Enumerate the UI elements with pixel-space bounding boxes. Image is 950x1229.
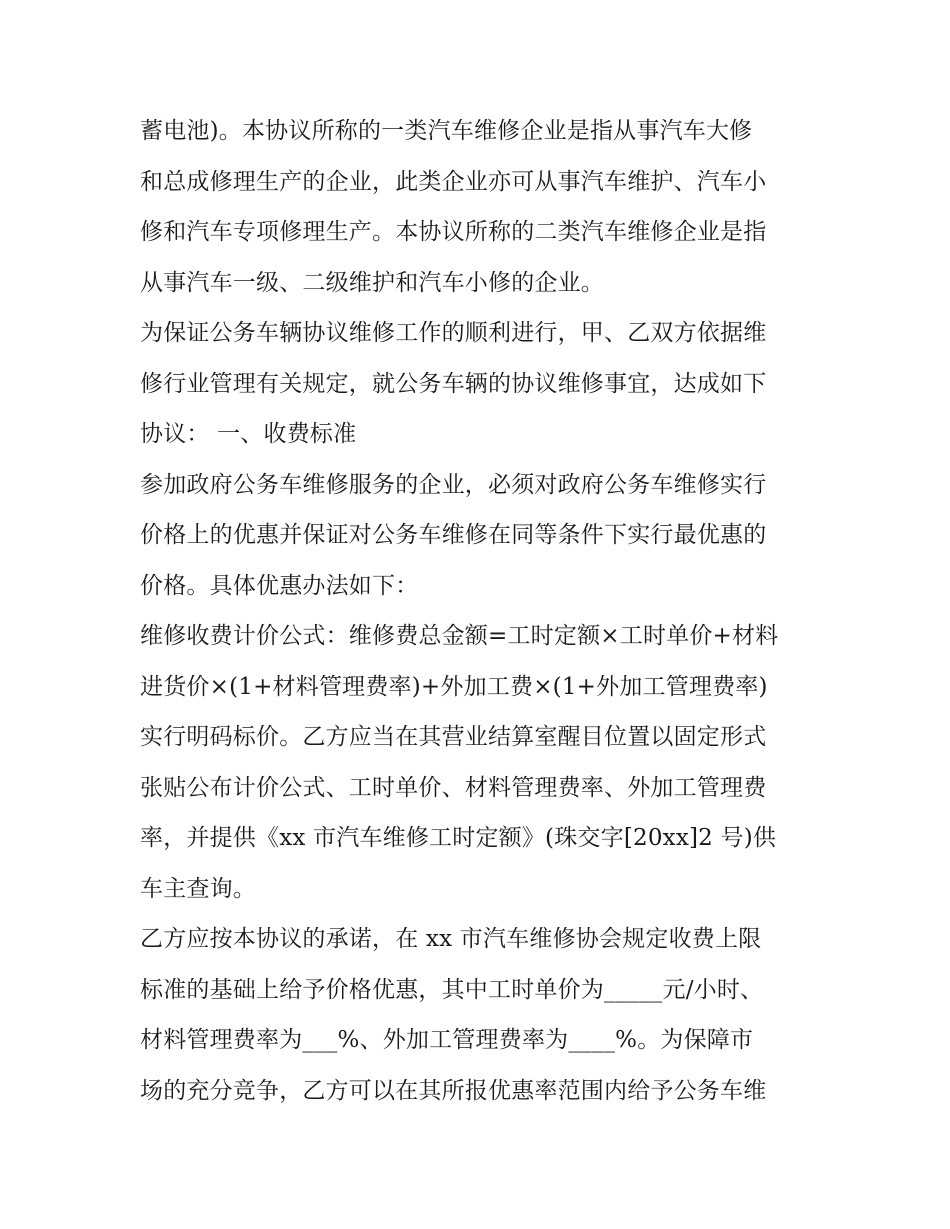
- text-line: 率，并提供《xx 市汽车维修工时定额》(珠交字[20xx]2 号)供: [140, 825, 777, 851]
- text-line: 场的充分竞争，乙方可以在其所报优惠率范围内给予公务车维: [140, 1077, 767, 1104]
- text-line: 修和汽车专项修理生产。本协议所称的二类汽车维修企业是指: [140, 219, 767, 245]
- text-line: 蓄电池)。本协议所称的一类汽车维修企业是指从事汽车大修: [140, 118, 753, 144]
- text-line: 张贴公布计价公式、工时单价、材料管理费率、外加工管理费: [140, 774, 767, 801]
- text-line: 材料管理费率为___%、外加工管理费率为____%。为保障市: [140, 1027, 754, 1053]
- text-line: 实行明码标价。乙方应当在其营业结算室醒目位置以固定形式: [140, 724, 767, 750]
- text-line: 修行业管理有关规定，就公务车辆的协议维修事宜，达成如下: [140, 370, 767, 397]
- text-line: 价格。具体优惠办法如下：: [140, 572, 419, 599]
- text-line: 进货价×(1+材料管理费率)+外加工费×(1+外加工管理费率): [140, 673, 768, 700]
- text-line: 车主查询。: [140, 875, 256, 902]
- text-line: 维修收费计价公式：维修费总金额=工时定额×工时单价+材料: [140, 623, 779, 649]
- text-line: 从事汽车一级、二级维护和汽车小修的企业。: [140, 269, 604, 296]
- text-line: 标准的基础上给予价格优惠，其中工时单价为_____元/小时、: [140, 976, 764, 1003]
- text-line: 和总成修理生产的企业，此类企业亦可从事汽车维护、汽车小: [140, 168, 767, 195]
- text-line: 协议： 一、收费标准: [140, 421, 357, 447]
- text-line: 为保证公务车辆协议维修工作的顺利进行，甲、乙双方依据维: [140, 320, 767, 346]
- text-line: 参加政府公务车维修服务的企业，必须对政府公务车维修实行: [140, 471, 767, 498]
- text-line: 乙方应按本协议的承诺，在 xx 市汽车维修协会规定收费上限: [140, 926, 762, 952]
- body-text: [140, 106, 820, 1116]
- text-line: 价格上的优惠并保证对公务车维修在同等条件下实行最优惠的: [140, 522, 767, 548]
